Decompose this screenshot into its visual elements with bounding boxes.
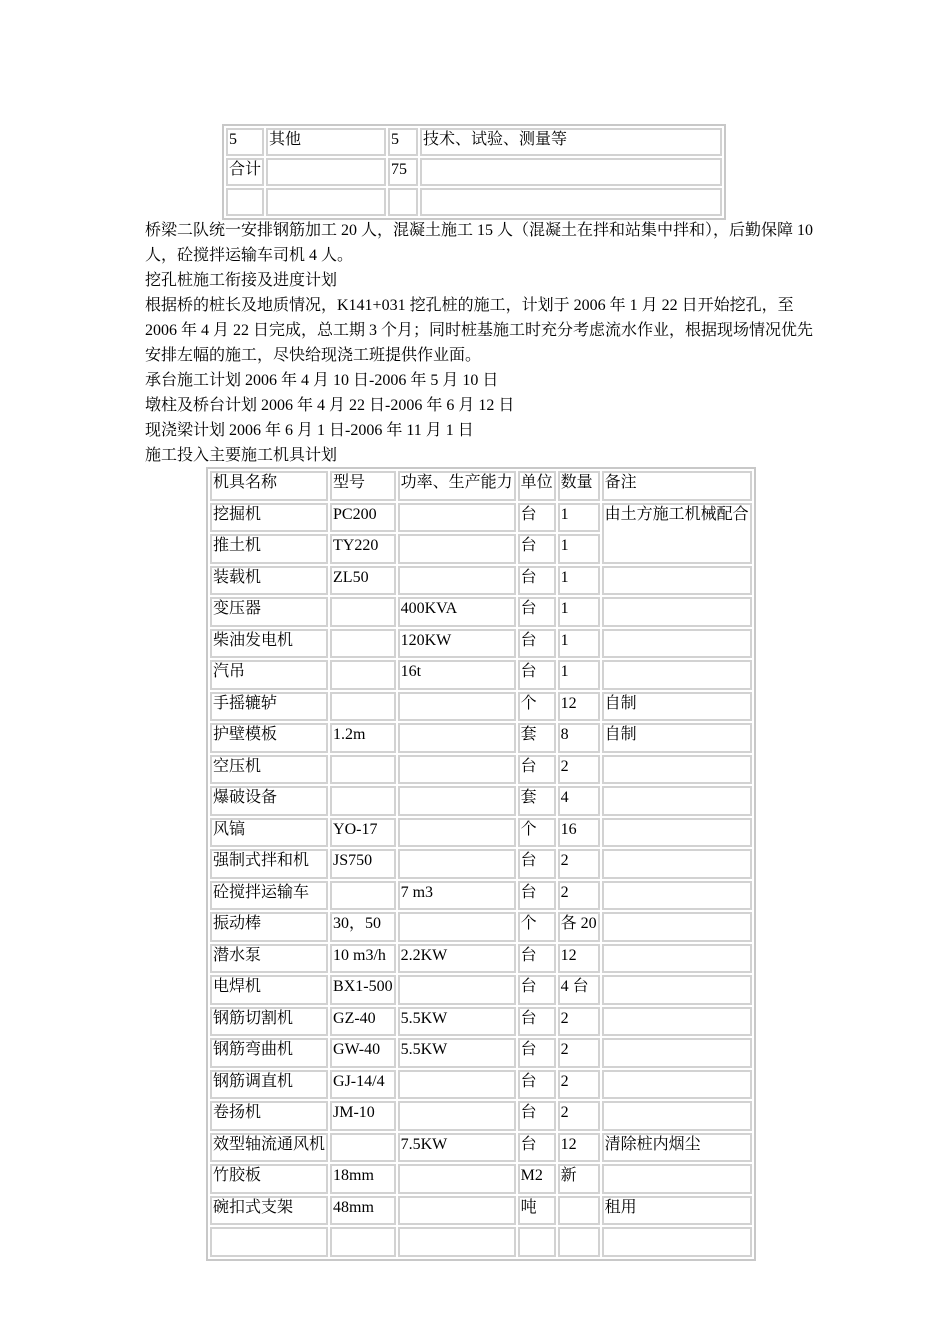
table-cell — [602, 1070, 752, 1100]
table-row — [210, 597, 752, 627]
table-cell: 1 — [558, 534, 600, 564]
table-cell: M2 — [518, 1164, 556, 1194]
table-cell: 30，50 — [330, 912, 396, 942]
table-cell: GZ-40 — [330, 1007, 396, 1037]
table-cell: TY220 — [330, 534, 396, 564]
schedule-pile-cap: 承台施工计划 2006 年 4 月 10 日-2006 年 5 月 10 日 — [145, 372, 499, 389]
table-row — [210, 881, 752, 911]
table-cell: 钢筋弯曲机 — [210, 1038, 328, 1068]
table-cell: 台 — [518, 1070, 556, 1100]
table-cell: 120KW — [398, 629, 516, 659]
table-cell — [420, 188, 722, 216]
table-cell: 台 — [518, 503, 556, 533]
table-cell — [602, 1227, 752, 1257]
section-heading-pile-schedule: 挖孔桩施工衔接及进度计划 — [145, 272, 338, 289]
table-cell — [602, 597, 752, 627]
table-cell: 新 — [558, 1164, 600, 1194]
table-cell — [330, 660, 396, 690]
table-cell: 潜水泵 — [210, 944, 328, 974]
table-cell — [602, 975, 752, 1005]
table-cell — [602, 1164, 752, 1194]
table-cell — [398, 503, 516, 533]
table-cell: 自制 — [602, 723, 752, 753]
table-cell — [398, 1070, 516, 1100]
table-cell: 2 — [558, 1007, 600, 1037]
header-cell: 型号 — [330, 471, 396, 501]
table-cell — [420, 158, 722, 186]
table-row — [226, 128, 722, 156]
table-cell: 4 — [558, 786, 600, 816]
table-row — [210, 1227, 752, 1257]
table-cell: 电焊机 — [210, 975, 328, 1005]
section-heading-machinery: 施工投入主要施工机具计划 — [145, 447, 338, 464]
table-row — [210, 912, 752, 942]
table-cell: 台 — [518, 1038, 556, 1068]
table-row — [210, 849, 752, 879]
table-cell — [398, 1196, 516, 1226]
table-cell: 个 — [518, 818, 556, 848]
table-row — [210, 1101, 752, 1131]
table-row — [210, 629, 752, 659]
personnel-table — [222, 124, 726, 220]
table-row — [210, 818, 752, 848]
table-cell: JM-10 — [330, 1101, 396, 1131]
table-cell: 2 — [558, 1101, 600, 1131]
table-cell: 推土机 — [210, 534, 328, 564]
table-cell: 柴油发电机 — [210, 629, 328, 659]
table-cell: 台 — [518, 975, 556, 1005]
table-cell: 护壁模板 — [210, 723, 328, 753]
table-cell — [602, 629, 752, 659]
table-row — [210, 1133, 752, 1163]
header-cell: 备注 — [602, 471, 752, 501]
table-row — [210, 786, 752, 816]
merged-note-cell: 由土方施工机械配合 — [602, 503, 752, 564]
table-cell: 台 — [518, 534, 556, 564]
table-cell: 个 — [518, 692, 556, 722]
table-cell: 2 — [558, 1038, 600, 1068]
table-cell — [398, 755, 516, 785]
table-cell: 5 — [226, 128, 264, 156]
table-cell: 强制式拌和机 — [210, 849, 328, 879]
table-cell: 套 — [518, 723, 556, 753]
table-cell: 7 m3 — [398, 881, 516, 911]
table-cell — [330, 597, 396, 627]
paragraph-staffing: 桥梁二队统一安排钢筋加工 20 人，混凝土施工 15 人（混凝土在拌和站集中拌和），后勤保障 10 人，砼搅拌运输车司机 4 人。 — [145, 222, 814, 264]
table-cell — [602, 1007, 752, 1037]
table-cell: 5.5KW — [398, 1007, 516, 1037]
table-cell — [398, 566, 516, 596]
table-cell: 5.5KW — [398, 1038, 516, 1068]
table-cell — [330, 755, 396, 785]
table-cell — [602, 660, 752, 690]
table-cell: 5 — [388, 128, 418, 156]
table-cell — [398, 534, 516, 564]
table-cell — [602, 944, 752, 974]
table-cell — [266, 188, 386, 216]
table-cell — [602, 755, 752, 785]
table-cell: 套 — [518, 786, 556, 816]
table-cell: 空压机 — [210, 755, 328, 785]
table-cell — [398, 912, 516, 942]
table-cell: 台 — [518, 849, 556, 879]
table-cell — [330, 881, 396, 911]
table-cell: 1 — [558, 503, 600, 533]
table-cell — [602, 566, 752, 596]
machinery-table — [206, 467, 756, 1261]
table-cell — [388, 188, 418, 216]
table-cell — [330, 786, 396, 816]
table-cell: BX1-500 — [330, 975, 396, 1005]
table-cell — [330, 1227, 396, 1257]
table-cell: 1 — [558, 597, 600, 627]
table-row — [210, 566, 752, 596]
table-cell: 48mm — [330, 1196, 396, 1226]
table-cell: 碗扣式支架 — [210, 1196, 328, 1226]
table-cell: 8 — [558, 723, 600, 753]
table-cell — [602, 1101, 752, 1131]
table-cell: ZL50 — [330, 566, 396, 596]
table-row — [210, 692, 752, 722]
header-cell: 机具名称 — [210, 471, 328, 501]
table-cell: 合计 — [226, 158, 264, 186]
table-cell: 吨 — [518, 1196, 556, 1226]
table-header-row — [210, 471, 752, 501]
table-cell: 16t — [398, 660, 516, 690]
table-row — [210, 944, 752, 974]
table-cell: 12 — [558, 692, 600, 722]
table-row — [210, 1164, 752, 1194]
table-cell: GW-40 — [330, 1038, 396, 1068]
table-cell — [602, 1038, 752, 1068]
table-cell: 手摇辘轳 — [210, 692, 328, 722]
table-cell — [398, 975, 516, 1005]
table-cell: 汽吊 — [210, 660, 328, 690]
table-cell — [398, 692, 516, 722]
table-cell: 风镐 — [210, 818, 328, 848]
table-cell: 4 台 — [558, 975, 600, 1005]
table-cell — [558, 1227, 600, 1257]
table-cell — [266, 158, 386, 186]
table-cell: 各 20 — [558, 912, 600, 942]
table-cell — [398, 723, 516, 753]
table-cell: 台 — [518, 597, 556, 627]
table-cell: 个 — [518, 912, 556, 942]
table-cell: 清除桩内烟尘 — [602, 1133, 752, 1163]
table-cell — [398, 1164, 516, 1194]
table-cell: 2.2KW — [398, 944, 516, 974]
table-cell: 1 — [558, 660, 600, 690]
table-cell — [398, 1101, 516, 1131]
table-row — [210, 975, 752, 1005]
header-cell: 数量 — [558, 471, 600, 501]
table-cell — [602, 881, 752, 911]
paragraph-pile-plan: 根据桥的桩长及地质情况，K141+031 挖孔桩的施工，计划于 2006 年 1 月 22 日开始挖孔，至 2006 年 4 月 22 日完成，总工期 3 个月；同时桩基施工时充分考虑流水作业，根据现场情况优先安排左幅的施工，尽快给现浇工班提供作业面。 — [145, 297, 814, 364]
table-cell: 自制 — [602, 692, 752, 722]
header-cell: 功率、生产能力 — [398, 471, 516, 501]
table-cell: 爆破设备 — [210, 786, 328, 816]
table-cell: 2 — [558, 881, 600, 911]
table-cell: 16 — [558, 818, 600, 848]
table-cell: 效型轴流通风机 — [210, 1133, 328, 1163]
table-cell — [330, 1133, 396, 1163]
table-cell: 变压器 — [210, 597, 328, 627]
table-cell: 租用 — [602, 1196, 752, 1226]
table-cell: 12 — [558, 944, 600, 974]
table-row — [210, 723, 752, 753]
table-cell — [518, 1227, 556, 1257]
table-cell — [602, 912, 752, 942]
table-cell — [602, 818, 752, 848]
table-cell: 台 — [518, 755, 556, 785]
table-cell: 1 — [558, 629, 600, 659]
table-cell — [226, 188, 264, 216]
table-row — [226, 158, 722, 186]
table-cell — [558, 1196, 600, 1226]
table-cell: 1 — [558, 566, 600, 596]
table-cell: 竹胶板 — [210, 1164, 328, 1194]
schedule-pier-column: 墩柱及桥台计划 2006 年 4 月 22 日-2006 年 6 月 12 日 — [145, 397, 515, 414]
table-cell: 1.2m — [330, 723, 396, 753]
table-cell: 10 m3/h — [330, 944, 396, 974]
table-cell: GJ-14/4 — [330, 1070, 396, 1100]
table-cell — [398, 818, 516, 848]
table-cell: 振动棒 — [210, 912, 328, 942]
table-row — [210, 1007, 752, 1037]
table-cell: 75 — [388, 158, 418, 186]
table-cell — [398, 786, 516, 816]
table-cell: 台 — [518, 566, 556, 596]
table-row — [210, 1196, 752, 1226]
table-cell: 2 — [558, 755, 600, 785]
table-cell: 装载机 — [210, 566, 328, 596]
table-cell: 台 — [518, 1007, 556, 1037]
table-row — [210, 503, 752, 533]
header-cell: 单位 — [518, 471, 556, 501]
table-cell: 台 — [518, 1101, 556, 1131]
table-cell: 钢筋切割机 — [210, 1007, 328, 1037]
table-cell: 400KVA — [398, 597, 516, 627]
table-cell: 18mm — [330, 1164, 396, 1194]
table-row — [210, 660, 752, 690]
table-cell: 卷扬机 — [210, 1101, 328, 1131]
table-cell: 12 — [558, 1133, 600, 1163]
table-row — [210, 755, 752, 785]
table-cell: YO-17 — [330, 818, 396, 848]
table-cell: 台 — [518, 629, 556, 659]
table-cell: PC200 — [330, 503, 396, 533]
table-cell: 砼搅拌运输车 — [210, 881, 328, 911]
table-cell: 台 — [518, 1133, 556, 1163]
table-cell: 2 — [558, 849, 600, 879]
table-cell: 其他 — [266, 128, 386, 156]
table-cell: 台 — [518, 944, 556, 974]
table-cell — [330, 692, 396, 722]
table-row — [226, 188, 722, 216]
table-cell — [602, 849, 752, 879]
table-cell — [210, 1227, 328, 1257]
table-cell — [602, 786, 752, 816]
table-cell: 钢筋调直机 — [210, 1070, 328, 1100]
table-cell: 7.5KW — [398, 1133, 516, 1163]
table-cell — [398, 849, 516, 879]
table-cell — [330, 629, 396, 659]
schedule-cast-beam: 现浇梁计划 2006 年 6 月 1 日-2006 年 11 月 1 日 — [145, 422, 474, 439]
table-cell: 挖掘机 — [210, 503, 328, 533]
table-row — [210, 1070, 752, 1100]
table-cell: JS750 — [330, 849, 396, 879]
table-cell: 2 — [558, 1070, 600, 1100]
table-cell — [398, 1227, 516, 1257]
table-cell: 台 — [518, 881, 556, 911]
table-row — [210, 1038, 752, 1068]
table-cell: 技术、试验、测量等 — [420, 128, 722, 156]
table-cell: 台 — [518, 660, 556, 690]
